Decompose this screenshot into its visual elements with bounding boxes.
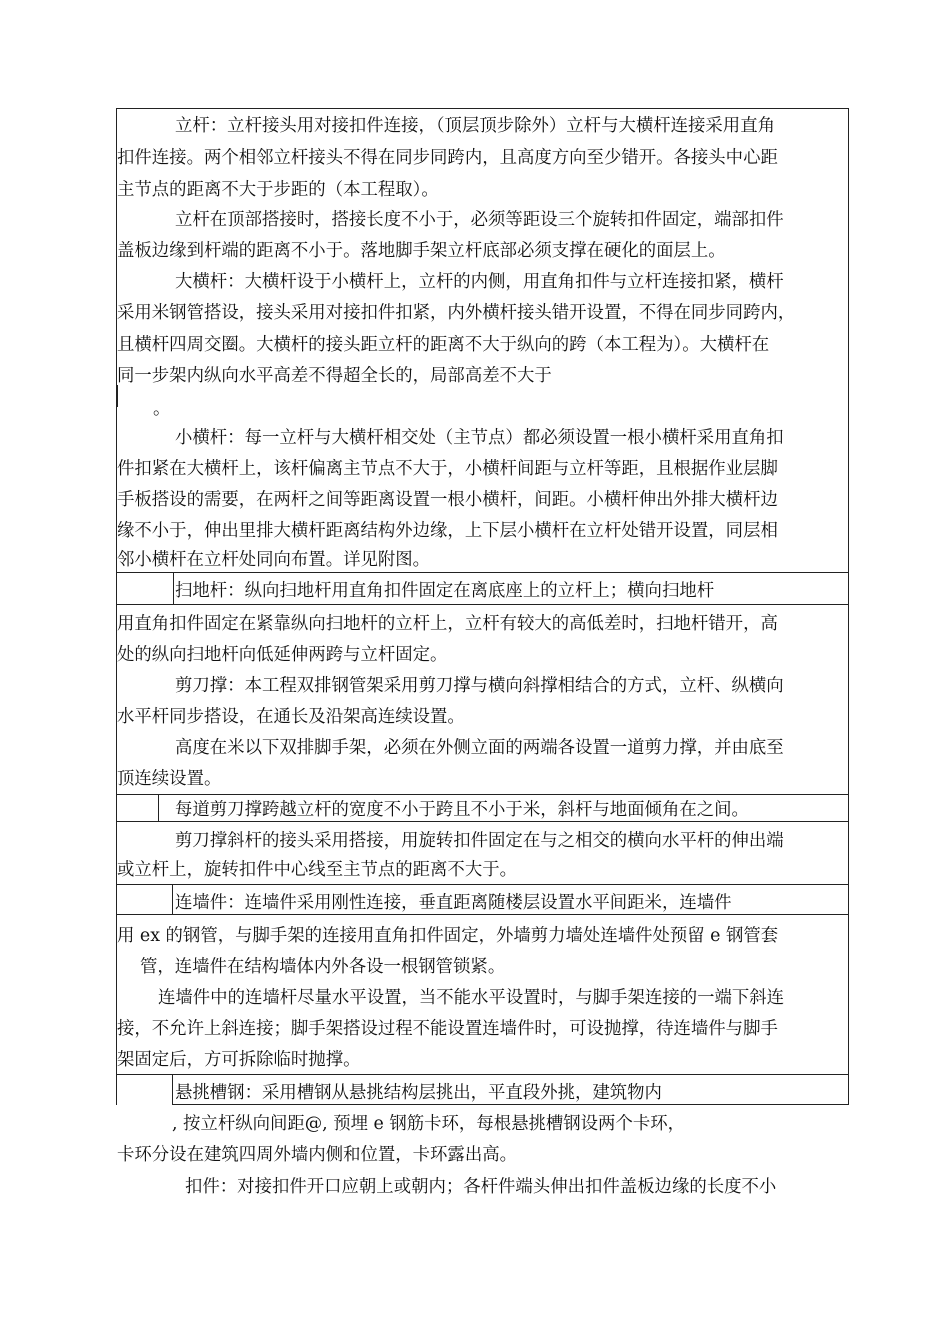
text-line: 同一步架内纵向水平高差不得超全长的，局部高差不大于 [117,366,552,386]
text-line: 悬挑槽钢：采用槽钢从悬挑结构层挑出，平直段外挑，建筑物内 [175,1083,662,1103]
text-line: 接，不允许上斜连接；脚手架搭设过程不能设置连墙件时，可设抛撑，待连墙件与脚手 [117,1019,778,1039]
text-line: 或立杆上，旋转扣件中心线至主节点的距离不大于。 [117,860,517,880]
text-line: 主节点的距离不大于步距的（本工程取）。 [117,180,439,200]
text-line: 用 ex 的钢管，与脚手架的连接用直角扣件固定，外墙剪力墙处连墙件处预留 e 钢管套 [117,926,779,946]
text-line: 邻小横杆在立杆处同向布置。详见附图。 [117,550,431,570]
text-line: 扣件连接。两个相邻立杆接头不得在同步同跨内，且高度方向至少错开。各接头中心距 [117,148,778,168]
cell-divider [173,572,174,605]
text-line: 立杆在顶部搭接时，搭接长度不小于，必须等距设三个旋转扣件固定，端部扣件 [175,210,784,230]
text-line: 每道剪刀撑跨越立杆的宽度不小于跨且不小于米，斜杆与地面倾角在之间。 [175,800,749,820]
cell-divider [172,884,173,915]
text-line: 且横杆四周交圈。大横杆的接头距立杆的距离不大于纵向的跨（本工程为）。大横杆在 [117,335,770,355]
table-border-right [848,108,849,1105]
table-border-top [116,108,849,109]
text-line: 扫地杆：纵向扫地杆用直角扣件固定在离底座上的立杆上；横向扫地杆 [175,581,715,601]
text-line: 顶连续设置。 [117,769,222,789]
text-line: 高度在米以下双排脚手架，必须在外侧立面的两端各设置一道剪力撑，并由底至 [175,738,784,758]
text-line: 水平杆同步搭设，在通长及沿架高连续设置。 [117,707,465,727]
text-line: , 按立杆纵向间距@, 预埋 e 钢筋卡环，每根悬挑槽钢设两个卡环， [172,1114,686,1134]
text-line: 连墙件：连墙件采用刚性连接，垂直距离随楼层设置水平间距米，连墙件 [175,893,732,913]
text-line: 卡环分设在建筑四周外墙内侧和位置，卡环露出高。 [117,1145,517,1165]
text-line: 缘不小于，伸出里排大横杆距离结构外边缘，上下层小横杆在立杆处错开设置，同层相 [117,521,778,541]
text-line: 大横杆：大横杆设于小横杆上，立杆的内侧，用直角扣件与立杆连接扣紧，横杆 [175,272,784,292]
text-line: 采用米钢管搭设，接头采用对接扣件扣紧，内外横杆接头错开设置，不得在同步同跨内， [117,303,796,323]
row-border [116,1074,849,1075]
text-line: 管，连墙件在结构墙体内外各设一根钢管锁紧。 [140,957,506,977]
text-line: 用直角扣件固定在紧靠纵向扫地杆的立杆上，立杆有较大的高低差时，扫地杆错开，高 [117,614,778,634]
text-line: 立杆：立杆接头用对接扣件连接，（顶层顶步除外）立杆与大横杆连接采用直角 [175,116,775,136]
text-line: 。 [153,399,171,419]
text-line: 手板搭设的需要，在两杆之间等距离设置一根小横杆，间距。小横杆伸出外排大横杆边 [117,490,778,510]
text-line: 架固定后，方可拆除临时抛撑。 [117,1050,361,1070]
text-line: 剪刀撑：本工程双排钢管架采用剪刀撑与横向斜撑相结合的方式，立杆、纵横向 [175,676,784,696]
text-line: 剪刀撑斜杆的接头采用搭接，用旋转扣件固定在与之相交的横向水平杆的伸出端 [175,831,784,851]
text-line: 扣件：对接扣件开口应朝上或朝内；各杆件端头伸出扣件盖板边缘的长度不小 [185,1177,777,1197]
text-line: 小横杆：每一立杆与大横杆相交处（主节点）都必须设置一根小横杆采用直角扣 [175,428,784,448]
cell-divider [158,794,159,822]
row-border [116,884,849,885]
cell-divider [172,1074,173,1105]
text-line: 盖板边缘到杆端的距离不小于。落地脚手架立杆底部必须支撑在硬化的面层上。 [117,241,726,261]
text-line: 件扣紧在大横杆上，该杆偏离主节点不大于，小横杆间距与立杆等距，且根据作业层脚 [117,459,778,479]
text-line: 连墙件中的连墙杆尽量水平设置，当不能水平设置时，与脚手架连接的一端下斜连 [158,988,785,1008]
text-line: 处的纵向扫地杆向低延伸两跨与立杆固定。 [117,645,448,665]
row-border [116,794,849,795]
